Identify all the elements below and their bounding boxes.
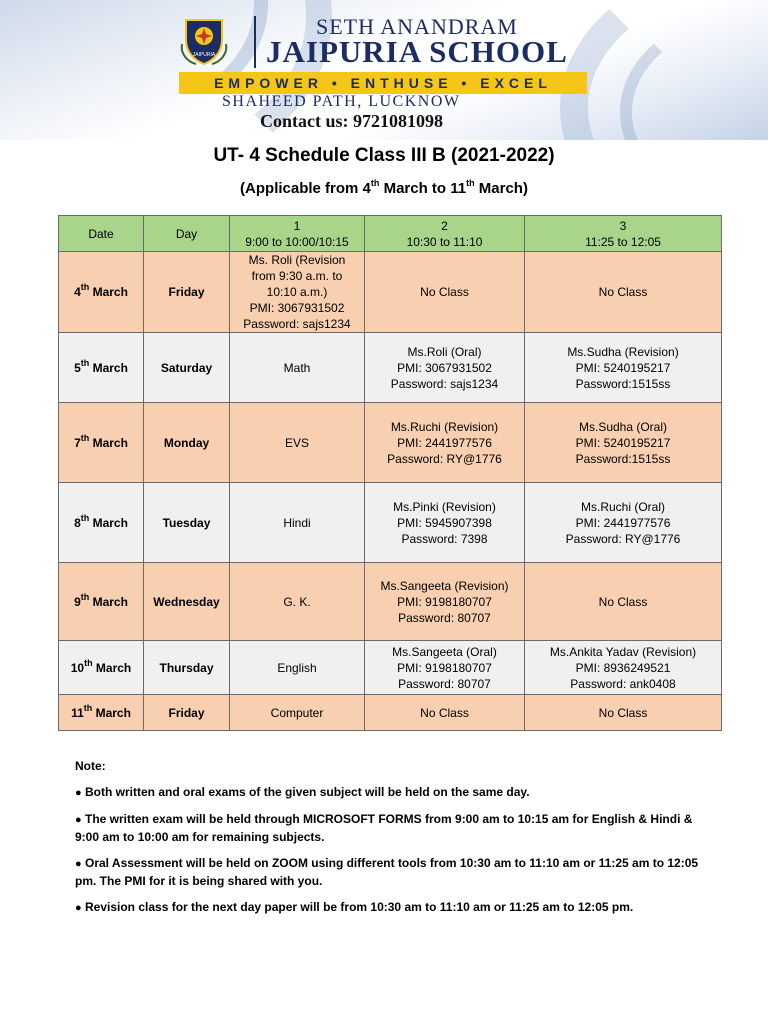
date-month: March (89, 360, 128, 375)
cell-line: PMI: 5240195217 (575, 360, 671, 375)
subtitle-sup: th (466, 178, 475, 188)
motto-bar (179, 72, 587, 94)
subtitle-middle: March to 11 (379, 180, 467, 197)
cell-line: Password: RY@1776 (387, 451, 502, 466)
cell-line: Ms.Ruchi (Oral) (580, 499, 665, 514)
header-divider (254, 16, 256, 68)
date-day-number: 9 (74, 594, 81, 609)
cell-line: Hindi (283, 515, 311, 530)
cell-line: PMI: 5945907398 (397, 515, 492, 530)
cell-day: Saturday (144, 333, 230, 403)
cell-period-3 (525, 563, 722, 641)
date-day-number: 4 (74, 285, 81, 299)
cell-line: No Class (420, 705, 469, 720)
date-day-number: 11 (71, 705, 84, 720)
table-row (59, 403, 722, 483)
cell-line: Ms.Ruchi (Revision) (390, 419, 499, 434)
cell-period-1 (230, 695, 365, 731)
cell-period-1 (230, 641, 365, 695)
cell-period-1 (230, 563, 365, 641)
cell-period-2 (365, 252, 525, 333)
cell-line: Ms.Roli (Oral) (407, 344, 482, 359)
cell-line: from 9:30 a.m. to (251, 269, 343, 283)
table-row (59, 333, 722, 403)
cell-period-3 (525, 333, 722, 403)
cell-line: Password: RY@1776 (565, 531, 681, 546)
notes-section (75, 758, 715, 926)
note-item (75, 855, 715, 890)
cell-day: Friday (144, 252, 230, 333)
cell-period-3 (525, 483, 722, 563)
header-banner (0, 0, 768, 140)
period-number: 2 (441, 218, 448, 233)
cell-period-1 (230, 252, 365, 333)
cell-line: Ms.Sangeeta (Revision) (380, 578, 509, 593)
column-header-period-2 (365, 216, 525, 252)
cell-line: No Class (598, 705, 648, 720)
cell-line: Ms.Sudha (Oral) (578, 419, 668, 434)
cell-period-3 (525, 641, 722, 695)
cell-period-3 (525, 252, 722, 333)
date-month: March (89, 594, 128, 609)
cell-period-3 (525, 695, 722, 731)
cell-line: Math (283, 360, 311, 375)
cell-line: Password: ank0408 (570, 676, 676, 691)
date-day-number: 5 (74, 360, 81, 375)
table-row (59, 641, 722, 695)
date-suffix: th (80, 591, 90, 602)
school-address: SHAHEED PATH, LUCKNOW (222, 93, 461, 110)
cell-line: Password: sajs1234 (390, 376, 499, 391)
cell-line: No Class (420, 285, 469, 299)
note-text: Revision class for the next day paper will be from 10:30 am to 11:10 am or 11:25 am to 12:05 pm. (85, 900, 634, 914)
table-header-row (59, 216, 722, 252)
date-month: March (89, 285, 128, 299)
note-item (75, 811, 715, 846)
note-item (75, 784, 715, 802)
cell-line: PMI: 9198180707 (397, 594, 492, 609)
column-header-date: Date (59, 216, 144, 252)
table-row (59, 252, 722, 333)
cell-line: Password: sajs1234 (243, 317, 351, 331)
table-row (59, 563, 722, 641)
cell-line: Password: 80707 (398, 676, 491, 691)
cell-period-2 (365, 641, 525, 695)
date-month: March (89, 435, 128, 450)
cell-line: No Class (598, 285, 648, 299)
date-suffix: th (83, 702, 93, 713)
column-header-day: Day (144, 216, 230, 252)
notes-list (75, 784, 715, 917)
page-subtitle (0, 180, 768, 197)
school-contact: Contact us: 9721081098 (260, 111, 443, 131)
cell-period-2 (365, 333, 525, 403)
cell-line: No Class (598, 594, 648, 609)
cell-day: Friday (144, 695, 230, 731)
date-month: March (92, 660, 132, 675)
cell-line: Password:1515ss (575, 451, 671, 466)
cell-line: PMI: 5240195217 (575, 435, 671, 450)
cell-line: Password: 7398 (401, 531, 488, 546)
cell-period-3 (525, 403, 722, 483)
school-logo-icon (178, 14, 230, 66)
bullet-icon: ● (75, 902, 82, 914)
table-row (59, 483, 722, 563)
note-item (75, 899, 715, 917)
period-time: 10:30 to 11:10 (406, 234, 483, 249)
cell-period-2 (365, 403, 525, 483)
period-time: 11:25 to 12:05 (585, 234, 661, 249)
cell-date (59, 252, 144, 333)
note-text: The written exam will be held through MICROSOFT FORMS from 9:00 am to 10:15 am for English & Hindi & 9:00 am to 10:00 am for remaining subjects. (75, 812, 693, 844)
column-header-period-1 (230, 216, 365, 252)
date-day-number: 7 (74, 435, 81, 450)
school-name-line2: JAIPURIA SCHOOL (266, 34, 568, 69)
period-number: 1 (293, 218, 301, 233)
cell-line: Ms.Sudha (Revision) (567, 344, 679, 359)
cell-line: Ms.Sangeeta (Oral) (392, 644, 497, 659)
cell-period-1 (230, 333, 365, 403)
date-suffix: th (80, 357, 90, 368)
logo-text: JAIPURIA (192, 52, 216, 58)
cell-day: Thursday (144, 641, 230, 695)
cell-date (59, 641, 144, 695)
cell-period-2 (365, 695, 525, 731)
bullet-icon: ● (75, 858, 82, 870)
cell-date (59, 695, 144, 731)
period-number: 3 (619, 218, 627, 233)
page-title: UT- 4 Schedule Class III B (2021-2022) (213, 145, 555, 166)
cell-period-2 (365, 483, 525, 563)
cell-line: G. K. (283, 594, 311, 609)
cell-line: English (277, 660, 317, 675)
cell-line: Ms.Pinki (Revision) (393, 499, 496, 514)
cell-line: PMI: 2441977576 (397, 435, 492, 450)
date-suffix: th (80, 432, 90, 443)
cell-day: Tuesday (144, 483, 230, 563)
cell-line: Ms.Ankita Yadav (Revision) (549, 644, 697, 659)
cell-day: Wednesday (144, 563, 230, 641)
column-header-period-3 (525, 216, 722, 252)
cell-line: Password: 80707 (398, 610, 491, 625)
date-day-number: 8 (74, 515, 81, 530)
cell-date (59, 483, 144, 563)
cell-line: PMI: 8936249521 (575, 660, 671, 675)
cell-line: PMI: 9198180707 (397, 660, 492, 675)
schedule-table-body (59, 252, 722, 731)
cell-line: PMI: 3067931502 (249, 301, 345, 315)
cell-line: Ms. Roli (Revision (248, 253, 346, 267)
cell-line: 10:10 a.m.) (266, 285, 328, 299)
note-text: Oral Assessment will be held on ZOOM using different tools from 10:30 am to 11:10 am or 11:25 am to 12:05 pm. The PMI for it is being shared with you. (75, 856, 699, 888)
bullet-icon: ● (75, 814, 82, 826)
cell-line: Computer (270, 705, 324, 720)
subtitle-prefix: (Applicable from 4 (240, 180, 371, 197)
cell-day: Monday (144, 403, 230, 483)
schedule-table (58, 215, 722, 731)
cell-period-1 (230, 483, 365, 563)
cell-date (59, 333, 144, 403)
cell-line: EVS (284, 435, 309, 450)
bullet-icon: ● (75, 787, 82, 799)
date-month: March (92, 705, 131, 720)
period-time: 9:00 to 10:00/10:15 (245, 234, 349, 249)
note-text: Both written and oral exams of the given subject will be held on the same day. (85, 785, 530, 799)
cell-date (59, 563, 144, 641)
date-month: March (89, 515, 128, 530)
date-suffix: th (84, 657, 93, 668)
subtitle-sup: th (370, 178, 380, 188)
date-suffix: th (80, 512, 90, 523)
cell-period-2 (365, 563, 525, 641)
subtitle-suffix: March) (474, 180, 528, 197)
cell-line: Password:1515ss (575, 376, 671, 391)
date-day-number: 10 (70, 660, 85, 675)
cell-date (59, 403, 144, 483)
date-suffix: th (80, 282, 90, 292)
cell-period-1 (230, 403, 365, 483)
cell-line: PMI: 3067931502 (397, 360, 492, 375)
table-row (59, 695, 722, 731)
cell-line: PMI: 2441977576 (575, 515, 671, 530)
school-motto: EMPOWER • ENTHUSE • EXCEL (214, 75, 552, 91)
school-name-line1: SETH ANANDRAM (316, 14, 518, 39)
notes-heading: Note: (75, 759, 106, 773)
